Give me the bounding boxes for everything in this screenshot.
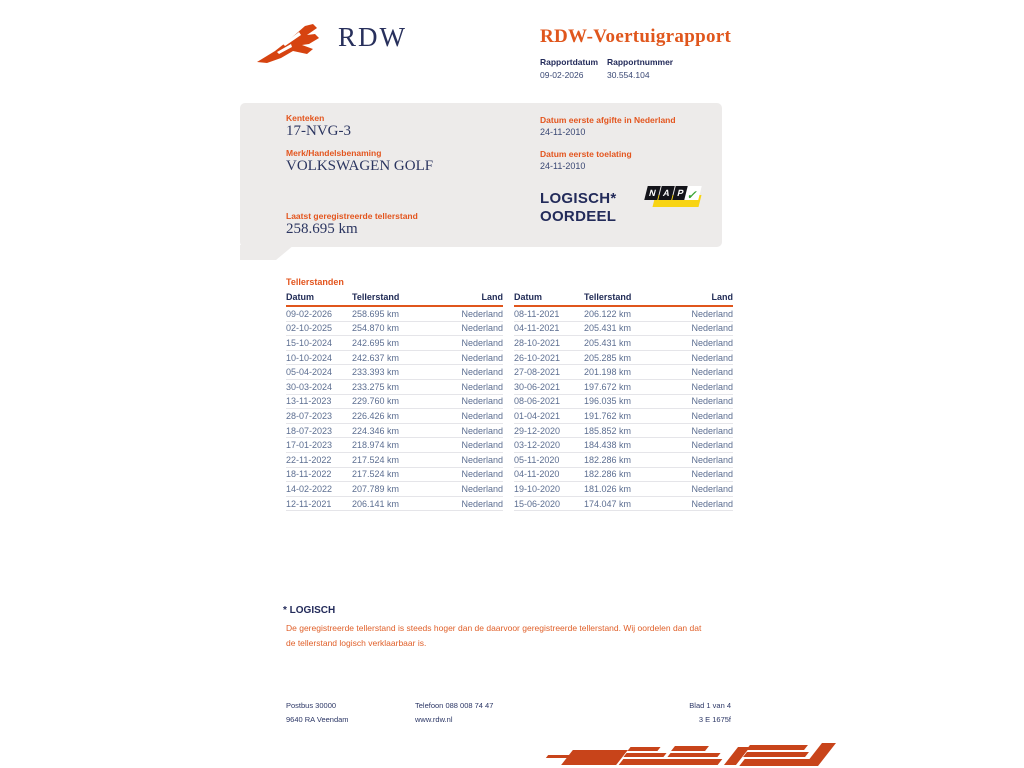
table-row — [514, 380, 733, 395]
merk-label: Merk/Handelsbenaming — [286, 148, 382, 158]
nap-letter-p: P — [672, 186, 688, 200]
cell-datum: 05-04-2024 — [286, 367, 333, 378]
cell-tellerstand: 191.762 km — [584, 410, 632, 421]
cell-datum: 03-12-2020 — [514, 440, 561, 451]
odometer-table-right — [514, 290, 733, 511]
cell-tellerstand: 258.695 km — [352, 308, 400, 319]
cell-land: Nederland — [691, 381, 733, 392]
cell-land: Nederland — [461, 396, 503, 407]
cell-datum: 13-11-2023 — [286, 396, 332, 407]
rdw-wordmark: RDW — [338, 22, 407, 52]
table-header-row — [286, 290, 503, 307]
cell-land: Nederland — [691, 440, 733, 451]
table-row — [514, 307, 733, 322]
table-row — [286, 365, 503, 380]
table-row — [514, 438, 733, 453]
cell-land: Nederland — [691, 323, 733, 334]
cell-datum: 26-10-2021 — [514, 352, 561, 363]
cell-tellerstand: 218.974 km — [352, 440, 400, 451]
cell-datum: 01-04-2021 — [514, 410, 561, 421]
rdw-logo-icon — [255, 18, 335, 68]
cell-tellerstand: 207.789 km — [352, 483, 400, 494]
table-row — [286, 322, 503, 337]
cell-datum: 04-11-2021 — [514, 323, 560, 334]
cell-datum: 30-06-2021 — [514, 381, 561, 392]
cell-datum: 18-07-2023 — [286, 425, 333, 436]
page-title: RDW-Voertuigrapport — [540, 26, 732, 47]
table-row — [514, 453, 733, 468]
cell-land: Nederland — [461, 440, 503, 451]
cell-tellerstand: 226.426 km — [352, 410, 400, 421]
cell-datum: 27-08-2021 — [514, 367, 561, 378]
cell-land: Nederland — [461, 337, 503, 348]
table-row — [514, 497, 733, 512]
cell-tellerstand: 197.672 km — [584, 381, 632, 392]
cell-land: Nederland — [461, 410, 503, 421]
footnote-heading: * LOGISCH — [283, 605, 336, 616]
cell-tellerstand: 206.141 km — [352, 498, 400, 509]
table-title: Tellerstanden — [286, 277, 344, 287]
header-tellerstand: Tellerstand — [352, 291, 400, 302]
cell-tellerstand: 174.047 km — [584, 498, 632, 509]
table-row — [286, 468, 503, 483]
cell-tellerstand: 242.637 km — [352, 352, 400, 363]
kenteken-label: Kenteken — [286, 113, 325, 123]
table-row — [514, 336, 733, 351]
table-body — [286, 307, 503, 511]
afgifte-label: Datum eerste afgifte in Nederland — [540, 115, 676, 125]
cell-land: Nederland — [691, 308, 733, 319]
cell-tellerstand: 205.431 km — [584, 337, 632, 348]
oordeel-line2: OORDEEL — [540, 208, 617, 225]
table-row — [514, 424, 733, 439]
footer-form-code: 3 E 1675f — [698, 715, 731, 724]
cell-tellerstand: 182.286 km — [584, 454, 632, 465]
rdw-stripes-graphic — [545, 742, 800, 768]
cell-datum: 22-11-2022 — [286, 454, 332, 465]
cell-datum: 28-07-2023 — [286, 410, 333, 421]
cell-land: Nederland — [691, 498, 733, 509]
cell-land: Nederland — [461, 352, 503, 363]
cell-land: Nederland — [691, 410, 733, 421]
cell-tellerstand: 242.695 km — [352, 337, 400, 348]
cell-land: Nederland — [461, 498, 503, 509]
footer-website: www.rdw.nl — [415, 715, 453, 724]
kenteken-value: 17-NVG-3 — [286, 123, 351, 139]
cell-datum: 28-10-2021 — [514, 337, 561, 348]
cell-datum: 18-11-2022 — [286, 469, 332, 480]
table-row — [514, 395, 733, 410]
table-row — [286, 380, 503, 395]
table-row — [286, 336, 503, 351]
merk-value: VOLKSWAGEN GOLF — [286, 158, 434, 174]
toelating-label: Datum eerste toelating — [540, 149, 632, 159]
table-row — [514, 365, 733, 380]
cell-tellerstand: 196.035 km — [584, 396, 632, 407]
table-row — [286, 307, 503, 322]
cell-land: Nederland — [691, 425, 733, 436]
cell-land: Nederland — [691, 352, 733, 363]
table-row — [286, 424, 503, 439]
header-land: Land — [711, 291, 733, 302]
footer-phone: Telefoon 088 008 74 47 — [415, 701, 494, 710]
cell-tellerstand: 233.393 km — [352, 367, 400, 378]
cell-datum: 09-02-2026 — [286, 308, 333, 319]
cell-datum: 15-10-2024 — [286, 337, 333, 348]
cell-tellerstand: 229.760 km — [352, 396, 400, 407]
table-row — [514, 468, 733, 483]
cell-datum: 15-06-2020 — [514, 498, 561, 509]
cell-land: Nederland — [691, 337, 733, 348]
table-row — [286, 438, 503, 453]
cell-datum: 14-02-2022 — [286, 483, 333, 494]
cell-datum: 08-11-2021 — [514, 308, 560, 319]
table-row — [286, 482, 503, 497]
cell-land: Nederland — [691, 483, 733, 494]
report-number-label: Rapportnummer — [607, 57, 674, 67]
header-datum: Datum — [514, 291, 543, 302]
checkmark-icon: ✓ — [685, 188, 700, 202]
cell-tellerstand: 185.852 km — [584, 425, 632, 436]
cell-land: Nederland — [691, 396, 733, 407]
header-datum: Datum — [286, 291, 315, 302]
cell-tellerstand: 224.346 km — [352, 425, 400, 436]
tellerstand-label: Laatst geregistreerde tellerstand — [286, 211, 418, 221]
cell-datum: 17-01-2023 — [286, 440, 333, 451]
table-row — [286, 453, 503, 468]
table-row — [286, 409, 503, 424]
oordeel-line1: LOGISCH* — [540, 190, 617, 207]
cell-datum: 12-11-2021 — [286, 498, 332, 509]
table-row — [286, 497, 503, 512]
footer-address-line2: 9640 RA Veendam — [286, 715, 349, 724]
cell-land: Nederland — [461, 425, 503, 436]
cell-datum: 08-06-2021 — [514, 396, 561, 407]
footer-page-number: Blad 1 van 4 — [689, 701, 731, 710]
cell-tellerstand: 206.122 km — [584, 308, 632, 319]
tellerstand-value: 258.695 km — [286, 221, 358, 237]
cell-tellerstand: 184.438 km — [584, 440, 632, 451]
nap-logo — [646, 184, 702, 210]
report-number-value: 30.554.104 — [607, 70, 650, 80]
odometer-table-left — [286, 290, 503, 511]
cell-datum: 04-11-2020 — [514, 469, 560, 480]
cell-tellerstand: 205.285 km — [584, 352, 632, 363]
toelating-value: 24-11-2010 — [540, 161, 586, 171]
cell-datum: 30-03-2024 — [286, 381, 333, 392]
cell-datum: 02-10-2025 — [286, 323, 333, 334]
cell-tellerstand: 205.431 km — [584, 323, 632, 334]
header-land: Land — [481, 291, 503, 302]
header-tellerstand: Tellerstand — [584, 291, 632, 302]
report-date-label: Rapportdatum — [540, 57, 599, 67]
table-row — [286, 351, 503, 366]
table-row — [514, 351, 733, 366]
cell-datum: 10-10-2024 — [286, 352, 333, 363]
table-header-row — [514, 290, 733, 307]
cell-tellerstand: 201.198 km — [584, 367, 632, 378]
cell-land: Nederland — [461, 469, 503, 480]
footnote-body: De geregistreerde tellerstand is steeds hoger dan de daarvoor geregistreerde tellerstand. Wij oordelen dan dat de tellerstand logisch verklaarbaar is. — [286, 623, 702, 648]
cell-datum: 19-10-2020 — [514, 483, 561, 494]
cell-tellerstand: 233.275 km — [352, 381, 400, 392]
nap-letter-n: N — [644, 186, 660, 200]
cell-datum: 05-11-2020 — [514, 454, 560, 465]
cell-land: Nederland — [691, 454, 733, 465]
cell-tellerstand: 182.286 km — [584, 469, 632, 480]
cell-land: Nederland — [691, 469, 733, 480]
table-row — [514, 482, 733, 497]
cell-land: Nederland — [461, 367, 503, 378]
cell-datum: 29-12-2020 — [514, 425, 561, 436]
cell-tellerstand: 254.870 km — [352, 323, 400, 334]
report-date-value: 09-02-2026 — [540, 70, 584, 80]
cell-tellerstand: 217.524 km — [352, 454, 400, 465]
afgifte-value: 24-11-2010 — [540, 127, 586, 137]
table-row — [514, 322, 733, 337]
table-row — [286, 395, 503, 410]
table-body — [514, 307, 733, 511]
cell-tellerstand: 217.524 km — [352, 469, 400, 480]
cell-land: Nederland — [461, 381, 503, 392]
cell-land: Nederland — [461, 454, 503, 465]
cell-tellerstand: 181.026 km — [584, 483, 632, 494]
summary-box-tail — [240, 245, 294, 260]
cell-land: Nederland — [461, 323, 503, 334]
footer-address-line1: Postbus 30000 — [286, 701, 337, 710]
table-row — [514, 409, 733, 424]
cell-land: Nederland — [461, 308, 503, 319]
cell-land: Nederland — [691, 367, 733, 378]
cell-land: Nederland — [461, 483, 503, 494]
nap-letter-a: A — [658, 186, 674, 200]
